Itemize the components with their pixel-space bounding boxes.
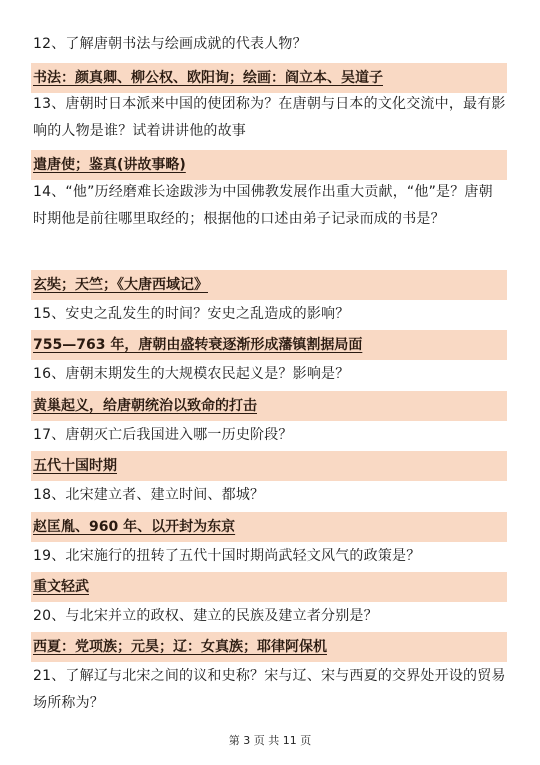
question-20: 20、与北宋并立的政权、建立的民族及建立者分别是？ — [33, 608, 378, 624]
answer-14: 玄奘；天竺；《大唐西域记》 — [33, 277, 208, 293]
question-18: 18、北宋建立者、建立时间、都城？ — [33, 487, 265, 503]
answer-17: 五代十国时期 — [33, 458, 117, 474]
question-16: 16、唐朝末期发生的大规模农民起义是？影响是？ — [33, 366, 350, 382]
answer-14-band — [31, 270, 507, 300]
answer-12: 书法：颜真卿、柳公权、欧阳询；绘画：阎立本、吴道子 — [33, 70, 383, 86]
answer-17-band — [31, 451, 507, 481]
answer-13-band — [31, 150, 507, 180]
question-21: 21、了解辽与北宋之间的议和史称？宋与辽、宋与西夏的交界处开设的贸易场所称为？ — [33, 668, 506, 711]
answer-15-band — [31, 330, 507, 360]
answer-16-band — [31, 391, 507, 421]
answer-20-band — [31, 632, 507, 662]
page-footer: 第 3 页 共 11 页 — [228, 734, 312, 747]
answer-19: 重文轻武 — [33, 579, 89, 595]
answer-19-band — [31, 572, 507, 602]
answer-16: 黄巢起义，给唐朝统治以致命的打击 — [33, 398, 257, 414]
question-14: 14、“他”历经磨难长途跋涉为中国佛教发展作出重大贡献，“他”是？唐朝时期他是前往哪里取经的；根据他的口述由弟子记录而成的书是？ — [33, 184, 493, 227]
answer-13: 遣唐使；鉴真(讲故事略) — [33, 157, 186, 173]
answer-15: 755—763 年，唐朝由盛转衰逐渐形成藩镇割据局面 — [33, 337, 363, 353]
question-15: 15、安史之乱发生的时间？安史之乱造成的影响？ — [33, 306, 350, 322]
answer-20: 西夏：党项族；元昊；辽：女真族；耶律阿保机 — [33, 639, 327, 655]
question-19: 19、北宋施行的扭转了五代十国时期尚武轻文风气的政策是？ — [33, 548, 421, 564]
question-17: 17、唐朝灭亡后我国进入哪一历史阶段？ — [33, 427, 293, 443]
answer-18: 赵匡胤、960 年、以开封为东京 — [33, 519, 236, 535]
question-12: 12、了解唐朝书法与绘画成就的代表人物？ — [33, 36, 307, 52]
answer-12-band — [31, 63, 507, 93]
question-13: 13、唐朝时日本派来中国的使团称为？在唐朝与日本的文化交流中，最有影响的人物是谁？试着讲讲他的故事 — [33, 96, 506, 139]
answer-18-band — [31, 512, 507, 542]
